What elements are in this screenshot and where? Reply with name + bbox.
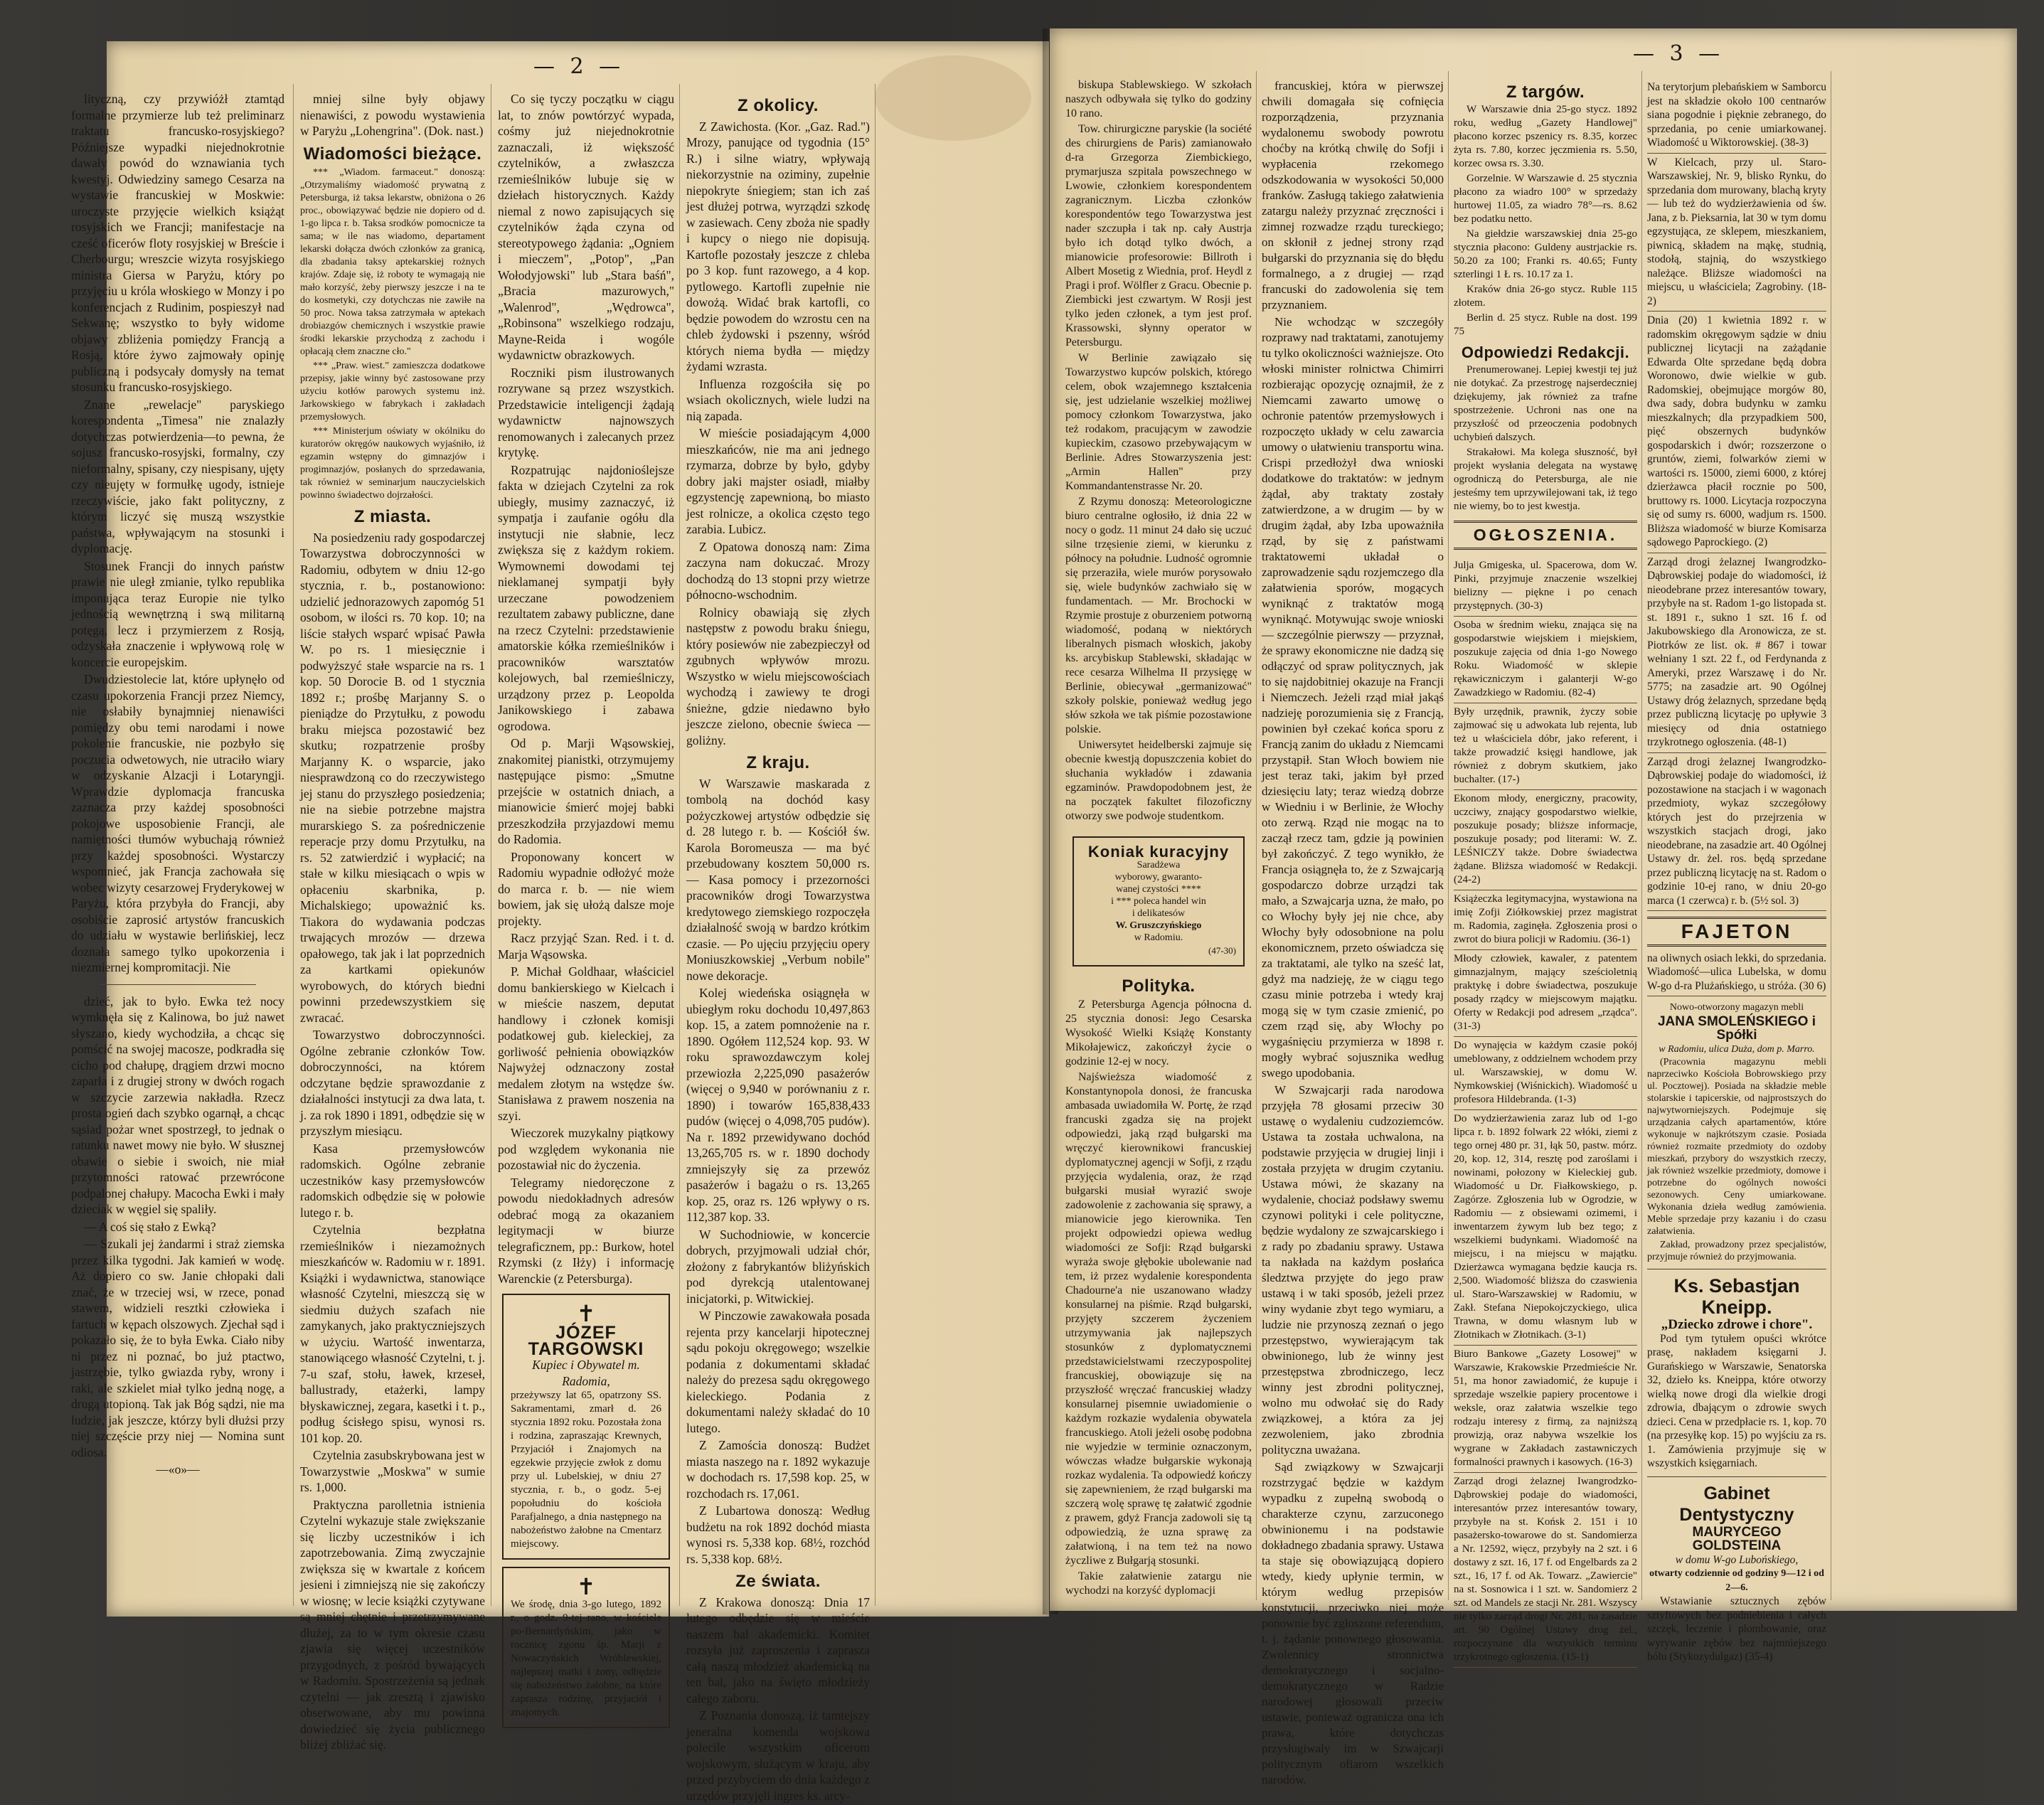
cross-icon: ✝ <box>576 1301 596 1326</box>
ad-line: i delikatesów <box>1132 908 1186 919</box>
article-paragraph: Kolej wiedeńska osiągnęła w ubiegłym roku dochodu 10,497,863 kop. 15, a zatem pomnożenie na r. 1890. Ogółem 112,524 kop. 93. W roku sprawozdawczym kolej przewiozła 2,225,090 pasażerów (więcej o 9,940 w porównaniu z r. 1890) i towarów 165,838,433 pudów (więcej o 4,098,705 pudów). Na r. 1892 przewidywano dochód 13,265,705 rs. w r. 1890 dochody zmniejszyły się za przewóz pasażerów i bagażu o rs. 13,265 kop. 25, oraz rs. 126 wpływy o rs. 112,387 kop. 33. <box>686 986 870 1224</box>
article-paragraph: Kasa przemysłowców radomskich. Ogólne zebranie uczestników kasy przemysłowców radomskich odbędzie się w połowie lutego r. b. <box>300 1141 485 1220</box>
section-heading-world: Ze świata. <box>735 1572 821 1591</box>
column-8 <box>1647 78 1826 1666</box>
classified-ad: Do wydzierżawienia zaraz lub od 1-go lipca r. b. 1892 folwark 22 włóki, ziemi z tego ornej 480 pr. 31, łąk 50, pastw. mórz. 20, kop. 12, 314, resztę pod zaroślami i nowinami, połozony w Kieleckiej gub. Wiadomość u Dr. Fiałkowskiego, p. Zagórze. Zgłoszenia lub w Ogrodzie, w Radomiu — z obsiewami ozimemi, i inwentarzem żywym lub bez tego; z wszelkiemi budynkami. Wiadomość na miejscu, i na miejscu w majątku. Dzierżawca wymagana będzie kaucja rs. 2,500. Wiadomość bliższa do czaswienia ul. Staro-Warszawskiej w Radomiu, w Zakł. Stefana Niepokojczyckiego, ulica Trawna, w domu własnym lub w Złotnikach w Złotnikach. (3-1) <box>1454 1110 1637 1346</box>
article-paragraph: Co się tyczy początku w ciągu lat, to znów powtórzyć wypada, cośmy już niejednokrotnie zaznaczali, iż większość czytelników, a zwłaszcza rzemieślników lubuje się w dziełach historycznych. Każdy niemal z nowo zapisujących się czytelników żąda czyna od stereotypowego żądania: „Ogniem i mieczem", „Potop", „Pan Wołodyjowski" lub „Stara baśń", „Bracia mazurowych," „Walenrod", „Wędrowca", „Robinsona" wszelkiego rodzaju, Mayne-Reida i wogóle wydawnictw obrazkowych. <box>498 92 674 362</box>
paper-stain <box>875 55 1031 141</box>
article-paragraph: Influenza rozgościła się po wsiach okolicznych, wiele ludzi na nią zapada. <box>686 376 870 423</box>
classified-ad: Osoba w średnim wieku, znająca się na gospodarstwie wiejskiem i miejskiem, poszukuje zajęcia od dnia 1-go Nowego Roku. Wiadomość w sklepie rękawiczniczym i galanterji W-go Zawadzkiego w Radomiu. (82-4) <box>1454 617 1637 703</box>
ad-line: Saradżewa <box>1137 860 1181 870</box>
article-paragraph: Praktyczna parolletnia istnienia Czytelni wykazuje stale zwiększanie się liczby uczestników i ich zapotrzebowania. Zimą zwyczajnie zwiększa się w kwartale z końcem jesieni i zimniejszą nie się zakończy w wiosnę; w lecie książki czytywane są mniej chętnie i przetrzymywane dłużej, za to w tym okresie czasu zjawia się więcej uczestników przygodnych, z pośród bywających w Radomiu. Spostrzeżenia są jednak czytelni — jak zresztą i zjawisko obserwowane, aby mu powinna dowiedzieć się życia publicznego bliżej zbliżać się. <box>300 1497 485 1752</box>
article-paragraph: W Pinczowie zawakowała posada rejenta przy kancelarji hipotecznej sądu pokoju okręgowego; wszelkie podania z dokumentami składać należy do prezesa sądu okręgowego kieleckiego. Podania z dokumentami należy składać do 10 lutego. <box>686 1309 870 1435</box>
column-rule <box>679 84 680 1606</box>
article-paragraph: Rolnicy obawiają się złych następstw z powodu braku śniegu, który posiewów nie zabezpieczył od zgubnych wpływów mrozu. Wszystko w wielu miejscowościach wychodzą i zawiewy te drogi śnieżne, gdzie niedawno było jeszcze zielono, obecnie świeca — goliżny. <box>686 605 870 747</box>
memorial-text: We środę, dnia 3-go lutego, 1892 r., o godz. 9-tej rano, w kościele po-Bernardyńskim, jako w rocznicę zgonu śp. Marji z Nowaczyńskich Wróblewskiej, najlepszej matki i żony, odbędzie się nabożeństwo żałobne, na które zaprasza rodzinę, przyjaciół i znajomych. <box>511 1599 661 1718</box>
article-paragraph: Z Poznania donoszą, iż tamtejszy jeneralna komenda wojskowa polecile wszystkim oficerom wojskowym, służącym w kraju, aby przed przybyciem do dnia każdego z urzędów przyjęli ingres ks. arcy- <box>686 1708 870 1803</box>
furniture-shop-address: w Radomiu, ulica Duża, dom p. Marro. <box>1659 1043 1815 1055</box>
classified-ad: Zarząd drogi żelaznej Iwangrodzko-Dąbrowskiej podaje do wiadomości, iż pozostawione na stacjach i w wagonach przedmioty, wykaz szczegółowy których jest do przejrzenia w wszystkich stacjach drogi, jako nieodebrane, na zasadzie art. 40 Ogólnej Ustawy dr. żel. ros. będą sprzedane przez publiczną licytację na st. Radom o godzinie 10-ej rano, w dniu 20-go marca (1 czerwca) r. b. (5½ sol. 3) <box>1647 753 1826 912</box>
article-paragraph: Stosunek Francji do innych państw prawie nie uległ zmianie, tylko republika imponująca teraz Europie nie tylko jednością wewnętrzną i swą militarną potęgą, lecz i przymierzem z Rosją, odzyskała znaczenie i wpływową rolę w koncercie europejskim. <box>71 558 284 669</box>
classified-ad: Były urzędnik, prawnik, życzy sobie zajmować się u adwokata lub rejenta, lub też u właściciela dóbr, jako referent, i także prowadzić księgi handlowe, jak również z dobrym skutkiem, jako buchalter. (17-) <box>1454 703 1637 790</box>
column-3 <box>498 91 674 1735</box>
article-paragraph: Dwudziestolecie lat, które upłynęło od czasu upokorzenia Francji przez Niemcy, nie osłabiły bynajmniej nienawiści pomiędzy obu temi narodami i nowe pokolenie francuskie, nie pozbyło się poczucia odwetowych, nie utraciło wiary w odzyskanie Alzacji i Lotaryngji. Wprawdzie dyplomacja francuska zaznacza przy każdej sposobności pokojowe usposobienie Francji, ale namiętności tłumów wybuchają również przy każdej sposobności. Wystarczy wspomnieć, jak Francja zachowała się wobec wizyty cesarzowej Fryderykowej w Paryżu, która przybyła do Francji, aby osobiście zaprosić artystów francuskich do udziału w wystawie berlińskiej, lecz doznała samego tylko upokorzenia i niezmiernej kompromitacji. Nie <box>71 672 284 974</box>
news-item: *** „Praw. wiest." zamieszcza dodatkowe przepisy, jakie winny być zastosowane przy użyciu kotłów parowych systemu inż. Jarkowskiego w fabrykach i zakładach przemysłowych. <box>300 361 485 422</box>
column-1 <box>71 91 284 1478</box>
news-item: *** „Wiadom. farmaceut." donoszą: „Otrzymaliśmy wiadomość prywatną z Petersburga, iż taksa lekarstw, obniżona o 26 proc., obowiązywać będzie nie dopiero od d. 1-go lipca r. b. Taksa srodków pomocnicze ta sama; w ile nas wiadomo, departament lekarski dołącza dwóch członków za granicą, dla zbadania taksy aptekarskiej rożnych krajów. Zdaje się, iż roboty te wymagają nie mało korzyść, żeby pierwszy jeszcze i na te do kosmetyki, czy dotychczas nie zawiłe na 50 proc. Nowa taksa zatrzymała w aptekach drobiazgów chemicznych i wszystkie prawie środki lekarskie przychodzą z zachodu i opłacają cłem znaczne cło." <box>300 167 485 357</box>
classified-ad: Zarząd drogi żelaznej Iwangrodzko-Dąbrowskiej podaje do wiadomości, interesantów przez interesantów towary, przybyłe na st. Końsk 2. 151 i 10 pasażersko-towarowe do st. Sandomierza a Nr. 12592, więcz, przybyły na 2 szt. i 6 dostawy z szt. 16, 17 f. od Engelbards za 2 szt., 16, 17 f. od Ak. Towarz. „Zawiercie" na st. Sosnowica i 1 szt. w. Sandomierz 2 szt. od Mandels ze stacji Nr. 281. Wszyscy nie tylko zarząd drogi Nr. 281, na zasadzie art. 90 Ogólnej Ustawy drog żel., rozpoczynane dla wszystkich terminu trzykrotnego ogłoszenia. (15-1) <box>1454 1473 1637 1668</box>
furniture-shop-intro: Nowo-otworzony magazyn mebli <box>1669 1002 1804 1013</box>
section-heading-news: Wiadomości bieżące. <box>303 144 482 164</box>
kneipp-book-text: Pod tym tytułem opuści wkrótce prasę, nakładem księgarni J. Gurańskiego w Warszawie, Senatorska 32, dzieło ks. Kneippa, które otworzy wielką nowe drogi dla wielkie drogi zdrowia, dbającym o zdrowie swych dzieci. Cena w przedpłacie rs. 1, kop. 70 (na przesyłkę kop. 15) po wyjściu za rs. 1. Zamówienia przyjmuje się w wszystkich księgarniach. <box>1647 1332 1826 1469</box>
feuilleton-rule <box>100 984 256 985</box>
section-heading-country: Z kraju. <box>746 753 810 772</box>
dentist-text: Wstawianie sztucznych zębów sztyftowych bez podniebienia i całych szczęk, leczenie i plombowanie, oraz wyrywanie zębów bez najmniejszego bólu (Stykozydulgaz) (35-4) <box>1647 1595 1826 1663</box>
article-paragraph: mniej silne były objawy nienawiści, z powodu wystawienia w Paryżu „Lohengrina". (Dok. nast.) <box>300 92 485 138</box>
cognac-advertisement <box>1072 836 1245 967</box>
article-paragraph: biskupa Stablewskiego. W szkołach naszych odbywała się tylko do godziny 10 rano. <box>1065 79 1252 119</box>
dentist-title: Gabinet Dentystyczny <box>1679 1483 1794 1525</box>
article-paragraph: Na posiedzeniu rady gospodarczej Towarzystwa dobroczynności w Radomiu, odbytem w dniu 12-go stycznia, r. b., postanowiono: udzielić jednorazowych zapomóg 51 osobom, w ilości rs. 70 kop. 10; na liście stałych wsparć wpisać Pawła W. po rs. 1 miesięcznie i podwyższyć stałe wsparcie na rs. 1 kop. 50 Dorocie B. od 1 stycznia 1892 r.; prośbę Marjanny S. o pieniądze do Przytułku, z powodu braku miejsca pozostawić bez skutku; rozpatrzenie prośby Marjanny K. o wsparcie, jako niesprawdzoną co do rzeczywistego jej stanu do przyszłego posiedzenia; nie na siebie potrzebne majstra murarskiego S. za pośredniczenie reperacje przy domu Przytułku, na rs. 52 zatwierdzić i wypłacić; na stałe w kilku miesiącach o wpis w opłaceniu skarbnika, p. Michalskiego; upoważnić ks. Tiakora do wydawania podczas trwających mrozów — drzewa opałowego, tak jak i lat poprzednich za kartkami opiekunów wyrobowych, do których biedni powinni przedewszystkiem się zwracać. <box>300 530 485 1025</box>
section-heading-classifieds: OGŁOSZENIA. <box>1473 526 1618 544</box>
dentist-address: w domu W-go Lubońskiego, <box>1675 1553 1799 1566</box>
dentist-hours: otwarty codziennie od godziny 9—12 i od 2—6. <box>1649 1568 1824 1593</box>
dentist-name: MAURYCEGO GOLDSTEINA <box>1692 1524 1782 1553</box>
article-paragraph: Najświeższa wiadomość z Konstantynopola donosi, że francuska ambasada uwiadomiła W. Portę, że rząd francuski zgadza się na projekt odpowiedzi, jaką rząd bułgarski ma wręczyć kierownikowi francuskiej dyplomatycznej agencji w Sofji, z rządu przyjęcia wydalenia, oraz, że rząd bułgarski musiał wyrazić swoje zadowolenie z zachowania się sprawy, a mianowicie jego kierownika. Ten projekt odpowiedzi opiewa według wiadomości ze Sofji: Rząd bułgarski wyraża swoje głębokie ubolewanie nad tem, iż przez wydalenie korespondenta Chadourne'a nie uszanowano władzy konsularnej na piśmie. Rząd bułgarski, przyjęty szczerem życzeniem utrzymywania jak najlepszych stosunków z dyplomatycznemi przedstawicielstwami rzeczypospolitej francuskiej, obowiązuje się na przyszłość wręczać francuskiej władzy konsularnej pisemnie uwiadomienie o każdym rozkazie wydalenia obywatela francuskiego. Atoli jeżeli osobę podobna nie wyjedzie w terminie oznaczonym, wówczas władze bułgarskie wykonają rozkaz wydalenia. Ta odpowiedź kończy się zapewnieniem, że rząd bułgarski ma szczerą wolę sprawę tę załatwić zgodnie z prawem, gdyż Francja zadowoli się tą odpowiedzią, że uzna sprawę za załatwioną, i na tem też na nowo życzliwe z Bułgarją stosunki. <box>1065 1071 1252 1567</box>
market-item: W Warszawie dnia 25-go stycz. 1892 roku, według „Gazety Handlowej" płacono korzec pszenicy rs. 8.35, korzec żyta rs. 7.80, korzec jęczmienia rs. 5.50, korzec owsa rs. 3.30. <box>1454 104 1637 169</box>
classified-ad: Młody człowiek, kawaler, z patentem gimnazjalnym, mający sześcioletnią praktykę i dobre świadectwa, poszukuje posady rządcy w miejscowym majątku. Oferty w Redakcji pod adresem „rządca". (31-3) <box>1454 950 1637 1037</box>
article-paragraph: P. Michał Goldhaar, właściciel domu bankierskiego w Kielcach i w mieście naszem, deputat handlowy i członek komisji podatkowej gub. kieleckiej, za gorliwość pełnienia obowiązków Najwyżej odznaczony został medalem złotym na wstędze św. Stanisława z prawem noszenia na szyi. <box>498 964 674 1123</box>
story-end-ornament: —«o»— <box>156 1462 200 1476</box>
article-paragraph: Takie załatwienie zatargu nie wychodzi na korzyść dyplomacji <box>1065 1570 1252 1597</box>
story-paragraph: — A coś się stało z Ewką? <box>84 1219 216 1234</box>
classified-ad: Julja Gmigeska, ul. Spacerowa, dom W. Pinki, przyjmuje znaczenie wszelkiej bielizny — piękne i po cenach przystępnych. (30-3) <box>1454 557 1637 617</box>
article-paragraph: Telegramy niedoręczone z powodu niedokładnych adresów odebrać mogą za okazaniem legitymacji w biurze telegraficznem, pp.: Burkow, hotel Rzymski (z Iłży) i informację Warenckie (z Petersburga). <box>498 1175 674 1286</box>
article-paragraph: W Suchodniowie, w koncercie dobrych, przyjmowali udział chór, złożony z fabrykantów bliżyńskich pod dyrekcją utalentowanej inicjatorki, p. Witwickiej. <box>686 1227 870 1306</box>
obituary-subtitle: Kupiec i Obywatel m. Radomia, <box>532 1358 640 1388</box>
news-item: *** Ministerjum oświaty w okólniku do kuratorów okręgów naukowych wyjaśniło, iż egzamin wstępny do gimnazjów i progimnazjów, posłanych do sprzedawania, tak również w seminarjum nauczycielskich powinno świadectwo dojrzałości. <box>300 426 485 501</box>
article-paragraph: Z Rzymu donoszą: Meteorologiczne biuro centralne ogłosiło, iż dnia 22 w nocy o godz. 11 minut 24 dało się uczuć silne trzęsienie ziemi, w kierunku z północy na południe. Ludność ogromnie się przeraziła, wiele murów porysowało się, wiele budynków zachwiało się w fundamentach. — Mr. Brochocki w Rzymie prostuje z oburzeniem potworną wiadomość, podaną w niektórych liberalnych pismach włoskich, jakoby ks. arcybiskup Stablewski, składając w rece cesarza Wilhelma II przysięgę w Berlinie, obiecywał „germanizować" szkoły polskie, ponieważ według jego słów szkoła we tak piśmie pozostawione polskie. <box>1065 496 1252 735</box>
ad-line: wanej czystości **** <box>1116 884 1201 895</box>
column-rule <box>1256 71 1257 1600</box>
article-paragraph: lityczną, czy przywióżł ztamtąd formalne przymierze lub też preliminarz traktatu francusko-rosyjskiego? Późniejsze wypadki niejednokrotnie dawały powód do wznawiania tych kwestyj. Odwiedziny samego Cesarza na wystawie francuskiej w Moskwie: uroczyste przyjęcie wielkich książąt rosyjskich we Francji; manifestacje na cześć oficerów floty rosyjskiej w Breście i Cherbourgu; wreszcie wizyta rosyjskiego ministra Giersa w Paryżu, który po przyjęciu u króla włoskiego w Monzy i po konferencjach z Rudinim, pospieszył nad Sekwanę; wszystko to były widome objawy zbliżenia pomiędzy Francją a Rosją, które żywo zajmowały opinję publiczną i podsycały domysły na temat stosunku francusko-rosyjskiego. <box>71 92 284 394</box>
article-paragraph: W Berlinie zawiązało się Towarzystwo kupców polskich, którego celem, obok wzajemnego kształcenia się, jest udzielanie wszelkiej możliwej pomocy członkom Towarzystwa, jako też rodakom, pracującym w zawodzie kupieckim, czasowo przebywającym w Berlinie. Adres Stowarzyszenia jest: „Armin Hallen" przy Kommandantenstrasse Nr. 20. <box>1065 352 1252 492</box>
classified-ad: Zarząd drogi żelaznej Iwangrodzko-Dąbrowskiej podaje do wiadomości, iż nieodebrane przez interesantów towary, przybyłe na st. Radom 1-go listopada st. st. 1891 r., sukno 1 szt. 16 f. od Jakubowskiego dla Aronowicza, ze st. Piotrków ze list. ok. # 867 i towar wełniany 1 szt. 22 f., od Ferdynanda z Ameryki, przez Warszawę i do Nr. 5775; na zasadzie art. 90 Ogólnej Ustawy dróg żelaznych, sprzedane będą przez publiczną licytację po upływie 3 miesięcy od dnia ostatniego trzykrotnego ogłoszenia. (48-1) <box>1647 553 1826 753</box>
column-6 <box>1262 78 1444 1789</box>
market-item: Na giełdzie warszawskiej dnia 25-go stycznia płacono: Guldeny austrjackie rs. 50.20 za 100; Franki rs. 40.65; Funty szterlingi 1 Ł rs. 10.17 za 1. <box>1454 228 1637 280</box>
ad-line: W. Gruszczyńskiego <box>1115 920 1202 931</box>
article-paragraph: Sąd związkowy w Szwajcarji rozstrzygać będzie w każdym wypadku z zupełną swobodą o charakterze czynu, zarzuconego obwinionemu i na podstawie dokładnego zbadania sprawy. Ustawa ta staje się obowiązującą dopiero wtedy, kiedy upłynie termin, w którym według przepisów konstytucji, przeciwko niej może ponownie być zgłoszone referendum, t. j. żądanie ponownego głosowania. Zwolennicy stronnictwa demokratycznego i socjalno-demokratycznego w Radzie narodowej głosowali przeciw ustawie, ponieważ ogranicza ona ich prawa, które dotychczas przysługiwały im w Szwajcarji politycznym ofiarom wszelkich narodów. <box>1262 1460 1444 1787</box>
article-paragraph: Racz przyjąć Szan. Red. i t. d. Marja Wąsowska. <box>498 931 674 962</box>
editorial-answer: Strakałowi. Ma kolega słuszność, był projekt wysłania delegata na wystawę ogrodniczą do Petersburga, ale nie jesteśmy tem uprzywilejowani tak, iż tego nie wiemy, bo to jest kwestja. <box>1454 447 1637 512</box>
classified-ad: Książeczka legitymacyjna, wystawiona na imię Zofji Ziółkowskiej przez magistrat m. Radomia, zaginęła. Zgłoszenia prosi o zwrot do biura policji w Radomiu. (36-1) <box>1454 890 1637 950</box>
article-paragraph: Towarzystwo dobroczynności. Ogólne zebranie członków Tow. dobroczynności, na którem odczytane będzie sprawozdanie z działalności instytucji za dwa lata, t. j. za rok 1890 i 1891, odbędzie się w przyszłym miesiącu. <box>300 1028 485 1138</box>
newspaper-page-2 <box>71 41 1049 1803</box>
obituary-text: przeżywszy lat 65, opatrzony SS. Sakramentami, zmarł d. 26 stycznia 1892 roku. Pozostała żona i rodzina, zapraszając Krewnych, Przyjaciół i Znajomych na egzekwie przyjęcie zwłok z domu przy ul. Lubelskiej, w dniu 27 stycznia, r. b., o godz. 5-ej popołudniu do kościoła Parafjalnego, a dnia następnego na nabożeństwo żałobne na Cmentarz miejscowy. <box>511 1390 661 1550</box>
kneipp-book-title: Ks. Sebastjan Kneipp. <box>1673 1275 1800 1318</box>
article-paragraph: Rozpatrując najdonioślejsze fakta w dziejach Czytelni za rok ubiegły, musimy zaznaczyć, iż sympatja i zaufanie ogółu dla instytucji nie słabnie, lecz zwiększa się z każdym rokiem. Wymownemi dowodami tej nieklamanej sympatji były urzeczane powodzeniem rezultatem zabawy publiczne, dane na rzecz Czytelni: przedstawienie amatorskie kółka rzemieślników i pracowników warsztatów kolejowych, bal rzemieślniczy, urządzony przez p. Leopolda Janikowskiego i zabawa ogrodowa. <box>498 462 674 733</box>
section-heading-region: Z okolicy. <box>738 96 819 115</box>
section-heading-markets: Z targów. <box>1506 82 1585 102</box>
column-7 <box>1454 78 1637 1668</box>
article-paragraph: Z Krakowa donoszą: Dnia 17 lutego odbędzie się w mieście naszem bal akademicki. Komitet rozsyła już zaproszenia i zaprasza całą naszą młodzież akademicką na ten bal, jako na święto młodzieży całego zaboru. <box>686 1594 870 1705</box>
ad-heading-phaeton: FAJETON <box>1681 920 1793 942</box>
newspaper-page-3 <box>1050 28 2017 1787</box>
article-paragraph: Znane „rewelacje" paryskiego korespondenta „Timesa" nie znalazły dotychczas potwierdzenia—to pewna, że sojusz francusko-rosyjski, formalny, czy nieformalny, spisany, czy niespisany, ujęty czy nieujęty w formułkę ugody, istnieje rzeczywiście, jako fakt polityczny, z którym liczyć się muszą wszystkie państwa, wpływającym na stosunki i dyplomację. <box>71 397 284 555</box>
classified-ad: Dnia (20) 1 kwietnia 1892 r. w radomskim okręgowym sądzie w dniu publicznej licytacji na zażądanie Edwarda Olte sprzedane będą dobra Woronowo, dwie wielkie w gub. Radomskiej, obejmujące morgów 80, dwa sady, dobra budynku w zamku mieszkalnych; dla przypadkiem 500, pięć obszernych budynków gospodarskich i dwór; rozszerzone o gruntów, ziemi, folwarków ziemi w wartości rs. 15000, ziemi 6000, z której dzierżawca płacił rocznie po 500, bruttowy rs. 1000. Licytacja rozpoczyna się od sumy rs. 6000, wadjum rs. 1500. Bliższa wiadomość w biurze Komisarza sądowego Paprockiego. (2) <box>1647 312 1826 553</box>
column-rule <box>1448 71 1449 1600</box>
furniture-shop-name: JANA SMOLEŃSKIEGO i Spółki <box>1657 1013 1816 1043</box>
ad-line: w Radomiu. <box>1134 932 1183 943</box>
article-paragraph: Z Zawichosta. (Kor. „Gaz. Rad.") Mrozy, panujące od tygodnia (15° R.) i silne wiatry, wpływają niekorzystnie na oziminy, zupełnie niepokryte śniegiem; stan ich zaś jest dłużej potrwa, wyrządzi szkodę w zasiewach. Ceny zboża nie spadły i kupcy o niego nie dopisują. Kartofle pozostały jeszcze z chleba po 3 kop. funt razowego, a 4 kop. pytlowego. Kartofli zupełnie nie dowożą. Widać brak kartofli, co będzie powodem do wzrostu cen na chleb żydowski i pszenny, wśród których niema bydła — między żydami wzrasta. <box>686 119 870 373</box>
ad-line: wyborowy, gwaranto- <box>1114 872 1203 883</box>
section-heading-answers: Odpowiedzi Redakcji. <box>1461 344 1630 361</box>
page-number: — 3 — <box>1633 41 1725 66</box>
article-paragraph: Czytelnia bezpłatna rzemieślników i niezamożnych mieszkańców w. Radomiu w r. 1891. Książki i wydawnictwa, stanowiące własność Czytelni, mieszczą się w siedmiu dużych szafach nie zamykanych, jako praktyczniejszych w użyciu. Wartość inwentarza, stanowiącego własność Czytelni, t. j. 7-u szaf, stołu, ławek, krzeseł, ballustrady, etażerki, lampy błyskawicznej, zegara, kasetki i t. p., podług ścisłego spisu, wynosi rs. 101 kop. 20. <box>300 1223 485 1445</box>
section-heading-city: Z miasta. <box>353 507 432 526</box>
obituary-notice <box>502 1294 670 1560</box>
article-paragraph: Nie wchodząc w szczegóły rozprawy nad traktatami, zanotujemy tu tylko okoliczności ważniejsze. Oto włoski minister rolnictwa Chimirri rozbierając opozycję oznajmił, że z Niemcami zawarto umowę o ochronie patentów przemysłowych i rozpoczęto układy w celu zawarcia umowy o ułatwieniu transportu wina. Crispi przedłożył dwa wnioski dodatkowe do traktatów: w jednym żądał, aby traktaty zostały zatwierdzone, a w drugim — by w drugim żądał, aby Izba upoważniła rząd, by się z państwami traktatowemi układał o zaprowadzenie sądu rozjemczego dla załatwienia sporów, mogących wyniknąć z traktatów mogą wyniknąć. Motywując swoje wnioski — szczególnie pierwszy — przyznał, że sprawy ekonomiczne nie dadzą się odłączyć od spraw politycznych, jak to się najdobitniej okazuje na Francji i Niemczech. Jeżeli rząd miał jakąś nadzieję porozumienia się z Francją, powinien był czekać końca sporu z Francją zanim do układu z Niemcami przystąpił. Stan Włoch bowiem nie jest teraz taki, jakim był przed dziesięciu laty; teraz wiedzą dobrze w Wiedniu i w Berlinie, że Włochy oto zerwą. Rząd nie mogąc na to zaczął rzecz tam, gdzie ją powinien był zakończyć. Z tego wynikło, że Francja osiągnęła to, że z Szwajcarją gospodarczo dobrze urządzi tak mało, a Szwajcarja uzna, że mało, po co Włochy były jej nie chce, aby Włochy były odosobnione na polu ekonomicznem, przeto oświadcza się za traktatami, ale tylko na sześć lat, gdyż ma nadzieję, że w ciągu tego czasu minie potrzeba i wtedy kraj mogą się w tym czasie zmienić, po czem rząd się, aby Włochy po wygaśnięciu przymierza w 1898 r. mogły wybrać sojusznika według swego upodobania. <box>1262 315 1444 1080</box>
article-paragraph: Tow. chirurgiczne paryskie (la société des chirurgiens de Paris) zamianowało d-ra Grzegorza Ziembickiego, prymarjusza szpitala powszechnego w Lwowie, członkiem korespondentem zagranicznym. Liczba członków korespondentów tego Towarzystwa jest nader szczupła i tak np. cały Austrja było ich dotąd tylko dwóch, a mianowicie profesorowie: Billroth i Albert Mosetig z Wiednia, prof. Heydl z Pragi i prof. Wölfler z Gracu. Obecnie p. Ziembicki jest czwartym. W Rosji jest tylko jeden członek, a tym jest prof. Krassowski, słynny operator w Petersburgu. <box>1065 123 1252 348</box>
article-paragraph: francuskiej, która w pierwszej chwili domagała się cofnięcia rozporządzenia, przyznania wydalonemu swobody powrotu choćby na krótką chwilę do Sofji i wypłacenia rzekomego odszkodowania w wysokości 50,000 franków. Zasługą takiego załatwienia zatargu należy przyznać zręczności i zimnej rozwadze rządu tureckiego; on skłonił z jednej strony rząd bułgarski do przyznania się do błędu formalnego, a z drugiej — rząd francuski do zadowolenia się tem przyznaniem. <box>1262 79 1444 312</box>
story-paragraph: — Szukali jej żandarmi i straż ziemska przez kilka tygodni. Jak kamień w wodę. Aż dopiero co sw. Janie chłopaki dali znać, że w trzeciej wsi, w rzece, ponad stawem, widzieli resztki człowieka i fartuch w kępach olszowych. Zjechał sąd i pokazało się, że to była Ewka. Ciało niby ni przez ni poznać, bo już ptactwo, jastrzębie, tylko gwiazda ryby, wrony i raki, ale szkielet miał tylko jedną nogę, a drugą utopioną. Tak jak Bóg sądzi, nie ma ludzie, jak jeszcze, którzy byli dłużsi przy niej szczęście przy niej — Nomina sunt odiosa. <box>71 1237 284 1459</box>
phaeton-ad: na oliwnych osiach lekki, do sprzedania. Wiadomość—ulica Lubelska, w domu W-go d-ra Plużańskiego, u stróża. (30 6) <box>1647 949 1826 997</box>
classified-ad: Do wynajęcia w każdym czasie pokój umeblowany, z oddzielnem wchodem przy ul. Warszawskiej, w domu W. Nymkowskiej (Wiśnickich). Wiadomość u profesora Hildebranda. (1-3) <box>1454 1037 1637 1110</box>
article-paragraph: Z Zamościa donoszą: Budżet miasta naszego na r. 1892 wykazuje w dochodach rs. 17,598 kop. 25, w rozchodach rs. 17,061. <box>686 1438 870 1501</box>
ad-line: i *** poleca handel win <box>1111 896 1206 907</box>
article-paragraph: W Warszawie maskarada z tombolą na dochód kasy pożyczkowej artystów odbędzie się d. 28 lutego r. b. — Kościół św. Karola Boromeusza — ma być przebudowany kosztem 50,000 rs. — Kasa pomocy i przezorności pracowników drogi Towarzystwa kredytowego ziemskiego rozpoczęła działalność swoją w bardzo krótkim czasie. — Po ujęciu przyjęciu opery Moniuszkowskiej „Verbum nobile" nowe dekoracje. <box>686 776 870 983</box>
article-paragraph: W Szwajcarji rada narodowa przyjęła 78 głosami przeciw 30 ustawę o wydaleniu cudzoziemców. Ustawa ta została uchwalona, na podstawie przyjęcia w drugiej linji i została przyjęta w drugim czytaniu. Ustawa mówi, że skazany na wydalenie, chociaż podsławy swemu czynowi polityki i cele polityczne, będzie wydalony ze szwajcarskiego i z rady po zbadaniu sprawy. Ustawa ta nakłada na każdym posłańca śledztwa przyjęte do jego praw ustawą i w taki sposób, jeżeli przez winy wydanie zbyt tego wymiaru, a ludzie nie przynoszą zeznań o jego przestępstwo, wywierającym tak obwinionego, lub że winny jest przestępstwa zbrodniczego, lecz winny jest zbrodni politycznej, wolno mu odwołać się do Rady związkowej, a która za jej zezwoleniem, jako zbrodnia polityczna uważana. <box>1262 1083 1444 1457</box>
furniture-shop-text: (Pracownia magazynu mebli naprzeciwko Kościoła Bobrowskiego przy ul. Pocztowej). Posiada na składzie meble stolarskie i tapicerskie, od najprostszych do najwytworniejszych. Podejmuje się urządzania całych apartamentów, które wykonuje w najkrótszym czasie. Posiada również rozmaite przedmioty do ozdoby mieszkań, przybory do wszystkich rzeczy, jak również wszelkie przedmioty, domowe i potrzebne do ogólnych nowości sezonowych. Ceny umiarkowane. Wykonania dzieła według zamówienia. Meble sprzedaje przy kazaniu i do czasu załatwienia. <box>1647 1057 1826 1237</box>
article-paragraph: Roczniki pism ilustrowanych rozrywane są przez wszystkich. Przedstawicie inteligencji żądają wydawnictw najnowszych renomowanych i zalecanych przez krytykę. <box>498 365 674 459</box>
furniture-shop-text-end: Zakład, prowadzony przez specjalistów, przyjmuje również do przyjmowania. <box>1647 1240 1826 1262</box>
editorial-answer: Prenumerowanej. Lepiej kwestji tej już nie dotykać. Za przestrogę najserdeczniej dziękujemy, jak również za trafne spostrzeżenie. Uchroni nas one na przyszłość od przeoczenia podobnych uchybień dalszych. <box>1454 364 1637 443</box>
article-paragraph: Od p. Marji Wąsowskiej, znakomitej pianistki, otrzymujemy następujące pismo: „Smutne przejście w ostatnich dniach, a mianowicie śmierć mojej babki przeszkodziła przyjazdowi memu do Radomia. <box>498 736 674 846</box>
ad-divider <box>1647 1476 1826 1477</box>
obituary-name: JÓZEF TARGOWSKI <box>528 1323 644 1359</box>
column-4 <box>686 91 870 1805</box>
cross-icon: ✝ <box>576 1574 596 1599</box>
article-paragraph: Z Petersburga Agencja północna d. 25 stycznia donosi: Jego Cesarska Wysokość Wielki Książę Konstanty Mikołajewicz, zakończył życie o godzinie 12-ej w nocy. <box>1065 999 1252 1067</box>
article-paragraph: Czytelnia zasubskrybowana jest w Towarzystwie „Moskwa" w sumie rs. 1,000. <box>300 1448 485 1494</box>
ad-code: (47-30) <box>1208 945 1236 956</box>
article-paragraph: Z Lubartowa donoszą: Według budżetu na rok 1892 dochód miasta wynosi rs. 5,338 kop. 68½, rozchód rs. 5,338 kop. 68½. <box>686 1503 870 1566</box>
ad-title: Koniak kuracyjny <box>1087 843 1230 861</box>
classified-ad: Ekonom młody, energiczny, pracowity, uczciwy, znający gospodarstwo wielkie, poszukuje posady; bliższe informacje, poszukuje posady; pod literami: W. Z. LEŚNICZY także. Dobre świadectwa żądane. Bliższa wiadomość w Redakcji. (24-2) <box>1454 790 1637 890</box>
column-rule <box>293 84 294 1606</box>
market-item: Gorzelnie. W Warszawie d. 25 stycznia płacono za wiadro 100° w sprzedaży hurtowej 11.05, za wiadro 78°—rs. 8.62 bez podatku netto. <box>1454 173 1637 225</box>
classified-ad: W Kielcach, przy ul. Staro-Warszawskiej, Nr. 9, blisko Rynku, do sprzedania dom murowany, blachą kryty — lub też do wydzierżawienia od św. Jana, z b. Pieksarnia, lat 30 w tym domu egzystująca, ze sklepem, mieszkaniem, piwnicą, składem na mąkę, studnią, stodołą, stajnią, do wszystkiego należące. Bliższe wiadomości na miejscu, u właściciela; Zagrobiny. (18-2) <box>1647 154 1826 312</box>
classified-ad: Na terytorjum plebańskiem w Samborcu jest na składzie około 100 centnarów siana pogodnie i pięknie zebranego, do sprzedania, po cenie umiarkowanej. Wiadomość u Wiktorowskiej. (38-3) <box>1647 78 1826 154</box>
memorial-notice <box>502 1567 670 1728</box>
article-paragraph: W mieście posiadającym 4,000 mieszkańców, nie ma ani jednego rzymarza, dobrze by było, gdyby dobry jaki majster osiadł, miałby egzystencję zapewnioną, bo miasto jest rolnicze, a okolica często tego zarabia. Lubicz. <box>686 426 870 536</box>
market-item: Berlin d. 25 stycz. Ruble na dost. 199 75 <box>1454 312 1637 337</box>
market-item: Kraków dnia 26-go stycz. Ruble 115 złotem. <box>1454 284 1637 309</box>
classified-ad: Biuro Bankowe „Gazety Losowej" w Warszawie, Krakowskie Przedmieście Nr. 51, ma honor zawiadomić, że kupuje i sprzedaje wszelkie papiery procentowe i weksle, oraz załatwia wszelkie tego rodzaju interesy z firmą, za najniższą prowizją, oraz nabywa wszelkie los wygrane w Zakładach zastawniczych formalności prawnych i kasowych. (16-3) <box>1454 1346 1637 1473</box>
kneipp-book-subtitle: „Dziecko zdrowe i chore". <box>1661 1317 1813 1332</box>
article-paragraph: Z Opatowa donoszą nam: Zima zaczyna nam dokuczać. Mrozy dochodzą do 13 stopni przy wietrze północno-wschodnim. <box>686 539 870 602</box>
page-number: — 2 — <box>533 54 625 79</box>
section-heading-politics: Polityka. <box>1122 976 1196 996</box>
column-5 <box>1065 78 1252 1599</box>
article-paragraph: Wieczorek muzykalny piątkowy pod względem wykonania nie pozostawiał nic do życzenia. <box>498 1126 674 1172</box>
article-paragraph: Uniwersytet heidelberski zajmuje się obecnie kwestją dopuszczenia kobiet do słuchania wykładów i zdawania egzaminów. Prawdopodobnem jest, że na początek fakultet filozoficzny otworzy swe podwoje studentkom. <box>1065 739 1252 822</box>
story-paragraph: dzieć, jak to było. Ewka też nocy wymknęła się z Kalinowa, bo już nawet słyszano, kiedy wychodziła, a chcąc się pomścić na swojej macosze, podkradła się cicho pod chałupę, drągiem drzwi mocno zaparła i z drugiej strony w dwóch rogach w szczycie zarzewia nakładła. Rzecz prosta ogień dach szybko ogarnął, a chcąc sąsiad pożar wnet spostrzegł, to jednak o ratunku nawet mowy nie było. W słusznej obawie o siebie i swoich, nie miał przytomności ratować przewrócone podpalonej chałupy. Macocha Ewki i mały dzieciak w węgiel się spaliły. <box>71 994 284 1216</box>
article-paragraph: Proponowany koncert w Radomiu wypadnie odłożyć może do marca r. b. — nie wiem bowiem, jak się ułożą dalsze moje projekty. <box>498 849 674 928</box>
column-2 <box>300 91 485 1755</box>
column-rule <box>1641 71 1642 1600</box>
